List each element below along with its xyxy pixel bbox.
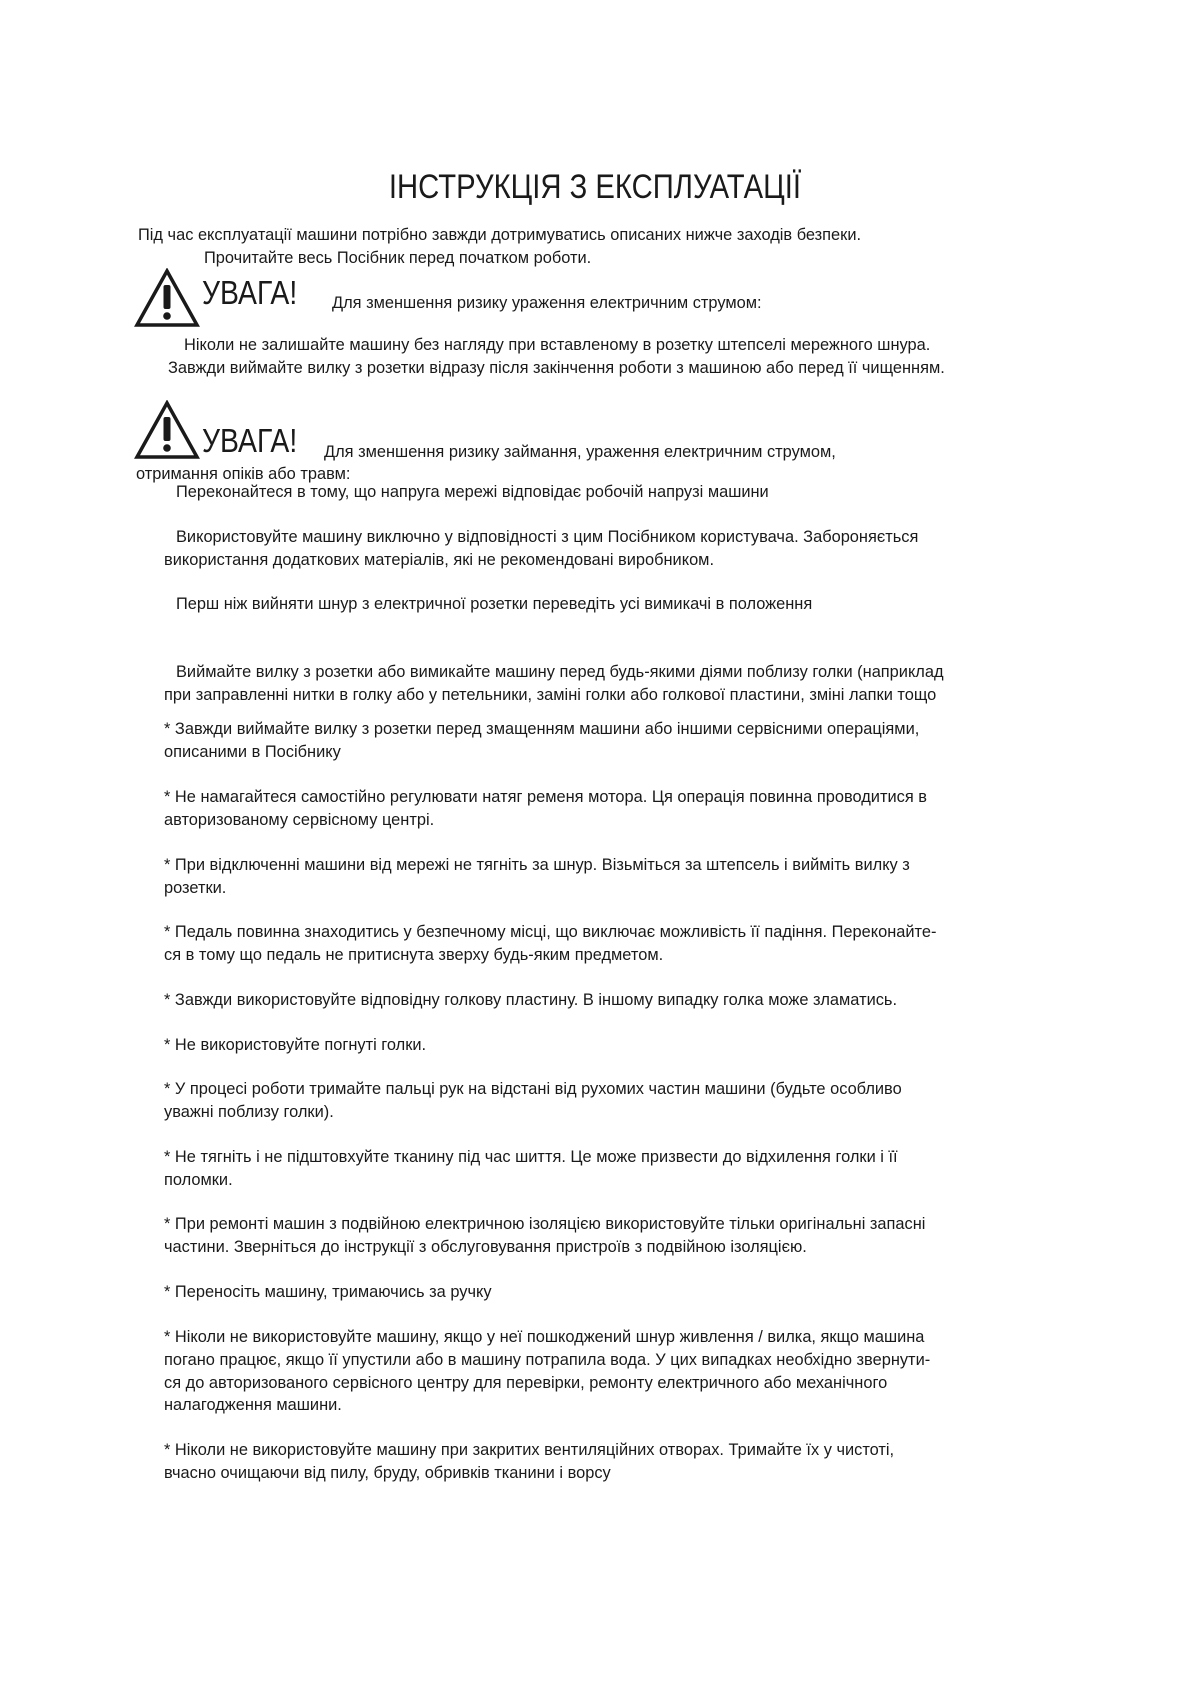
bullet-line: * Ніколи не використовуйте машину при закритих вентиляційних отворах. Тримайте їх у чистоті,	[164, 1441, 895, 1459]
bullet-line: * У процесі роботи тримайте пальці рук на відстані від рухомих частин машини (будьте особливо	[164, 1080, 902, 1098]
warning-label: УВАГА!	[202, 274, 298, 311]
warning2-p2-l2: використання додаткових матеріалів, які не рекомендовані виробником.	[164, 551, 715, 569]
warning-triangle-icon	[134, 400, 200, 460]
bullet-line: налагодження машини.	[164, 1396, 342, 1414]
bullet-line: ся в тому що педаль не притиснута зверху будь-яким предметом.	[164, 946, 664, 964]
warning1-line2: Завжди виймайте вилку з розетки відразу після закінчення роботи з машиною або перед її чищенням.	[168, 359, 945, 377]
warning-text-cont: отримання опіків або травм:	[136, 465, 351, 483]
warning2-p2-l1: Використовуйте машину виключно у відповідності з цим Посібником користувача. Забороняється	[176, 528, 919, 546]
warning1-line1: Ніколи не залишайте машину без нагляду при вставленому в розетку штепселі мережного шнура.	[184, 336, 931, 354]
bullet-line: * Педаль повинна знаходитись у безпечному місці, що виключає можливість її падіння. Переконайте-	[164, 923, 937, 941]
bullet-line: описаними в Посібнику	[164, 743, 341, 761]
bullet-line: вчасно очищаючи від пилу, бруду, обривків тканини і ворсу	[164, 1464, 611, 1482]
bullet-line: * Ніколи не використовуйте машину, якщо у неї пошкоджений шнур живлення / вилка, якщо машина	[164, 1328, 925, 1346]
intro-text: Під час експлуатації машини потрібно завжди дотримуватись описаних нижче заходів безпеки.	[138, 226, 862, 244]
bullet-line: * При відключенні машини від мережі не тягніть за шнур. Візьміться за штепсель і вийміть вилку з	[164, 856, 910, 874]
bullet-line: авторизованому сервісному центрі.	[164, 811, 435, 829]
warning-text: Для зменшення ризику займання, ураження електричним струмом,	[324, 443, 836, 461]
warning2-p4-l2: при заправленні нитки в голку або у петельники, заміні голки або голкової пластини, зміні лапки тощо	[164, 686, 937, 704]
warning-triangle-icon	[134, 268, 200, 328]
warning-text: Для зменшення ризику ураження електричним струмом:	[332, 294, 762, 312]
bullet-line: * Переносіть машину, тримаючись за ручку	[164, 1283, 492, 1301]
page-title: ІНСТРУКЦІЯ З ЕКСПЛУАТАЦІЇ	[388, 168, 802, 206]
bullet-line: * Завжди використовуйте відповідну голкову пластину. В іншому випадку голка може зламатись.	[164, 991, 898, 1009]
warning2-p3: Перш ніж вийняти шнур з електричної розетки переведіть усі вимикачі в положення	[176, 595, 813, 613]
bullet-line: розетки.	[164, 879, 227, 897]
bullet-line: частини. Зверніться до інструкції з обслуговування пристроїв з подвійною ізоляцією.	[164, 1238, 807, 1256]
bullet-line: * Не тягніть і не підштовхуйте тканину під час шиття. Це може призвести до відхилення голки і її	[164, 1148, 898, 1166]
bullet-line: уважні поблизу голки).	[164, 1103, 334, 1121]
bullet-line: поломки.	[164, 1171, 233, 1189]
bullet-line: * При ремонті машин з подвійною електричною ізоляцією використовуйте тільки оригінальні запасні	[164, 1215, 926, 1233]
warning2-p1: Переконайтеся в тому, що напруга мережі відповідає робочій напрузі машини	[176, 483, 769, 501]
bullet-line: ся до авторизованого сервісного центру для перевірки, ремонту електричного або механічного	[164, 1374, 888, 1392]
bullet-line: * Не використовуйте погнуті голки.	[164, 1036, 427, 1054]
intro-text-2: Прочитайте весь Посібник перед початком роботи.	[204, 249, 592, 267]
warning2-p4-l1: Виймайте вилку з розетки або вимикайте машину перед будь-якими діями поблизу голки (наприклад	[176, 663, 944, 681]
warning-label: УВАГА!	[202, 422, 298, 459]
bullet-line: * Завжди виймайте вилку з розетки перед змащенням машини або іншими сервісними операціями,	[164, 720, 920, 738]
bullet-line: * Не намагайтеся самостійно регулювати натяг ременя мотора. Ця операція повинна проводитися в	[164, 788, 927, 806]
bullet-line: погано працює, якщо її упустили або в машину потрапила вода. У цих випадках необхідно звернути-	[164, 1351, 931, 1369]
